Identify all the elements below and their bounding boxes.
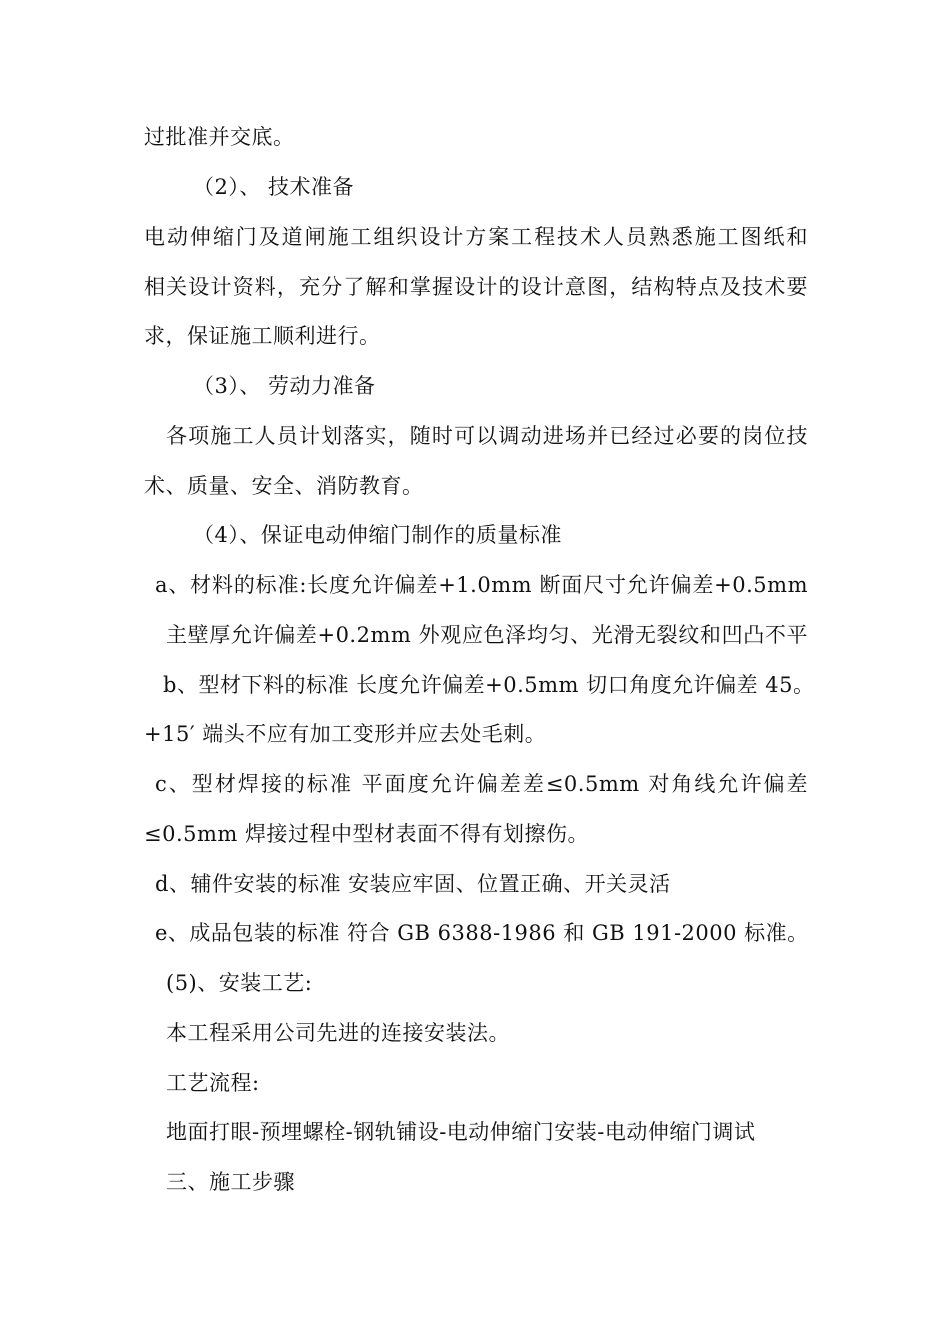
standard-item-b: b、型材下料的标准 长度允许偏差+0.5mm 切口角度允许偏差 45。 bbox=[163, 673, 815, 697]
standard-item-d: d、辅件安装的标准 安装应牢固、位置正确、开关灵活 bbox=[155, 872, 671, 896]
standard-item-c-continuation: ≤0.5mm 焊接过程中型材表面不得有划擦伤。 bbox=[144, 822, 589, 846]
paragraph-line: 电动伸缩门及道闸施工组织设计方案工程技术人员熟悉施工图纸和 bbox=[144, 225, 808, 249]
section-heading-quality-standards: （4）、保证电动伸缩门制作的质量标准 bbox=[193, 523, 562, 547]
standard-item-a: a、材料的标准:长度允许偏差+1.0mm 断面尺寸允许偏差+0.5mm bbox=[155, 573, 808, 597]
standard-item-e: e、成品包装的标准 符合 GB 6388-1986 和 GB 191-2000 标准。 bbox=[155, 921, 809, 945]
section-heading-construction-steps: 三、施工步骤 bbox=[166, 1170, 295, 1194]
paragraph-line: 各项施工人员计划落实，随时可以调动进场并已经过必要的岗位技 bbox=[166, 424, 808, 448]
paragraph-continuation: 过批准并交底。 bbox=[144, 125, 295, 149]
section-heading-installation: (5)、安装工艺: bbox=[166, 971, 313, 995]
standard-item-a-continuation: 主壁厚允许偏差+0.2mm 外观应色泽均匀、光滑无裂纹和凹凸不平 bbox=[166, 623, 808, 647]
standard-item-c: c、型材焊接的标准 平面度允许偏差差≤0.5mm 对角线允许偏差 bbox=[155, 772, 808, 796]
standard-item-b-continuation: +15′ 端头不应有加工变形并应去处毛刺。 bbox=[144, 722, 547, 746]
paragraph-line: 求，保证施工顺利进行。 bbox=[144, 324, 381, 348]
paragraph-line: 术、质量、安全、消防教育。 bbox=[144, 474, 424, 498]
section-heading-labor-prep: （3）、 劳动力准备 bbox=[193, 374, 376, 398]
process-flow-label: 工艺流程: bbox=[166, 1071, 260, 1095]
paragraph-line: 本工程采用公司先进的连接安装法。 bbox=[166, 1021, 510, 1045]
paragraph-line: 相关设计资料，充分了解和掌握设计的设计意图，结构特点及技术要 bbox=[144, 275, 808, 299]
process-flow-steps: 地面打眼-预埋螺栓-钢轨铺设-电动伸缩门安装-电动伸缩门调试 bbox=[166, 1120, 756, 1144]
section-heading-technical-prep: （2）、 技术准备 bbox=[193, 175, 355, 199]
